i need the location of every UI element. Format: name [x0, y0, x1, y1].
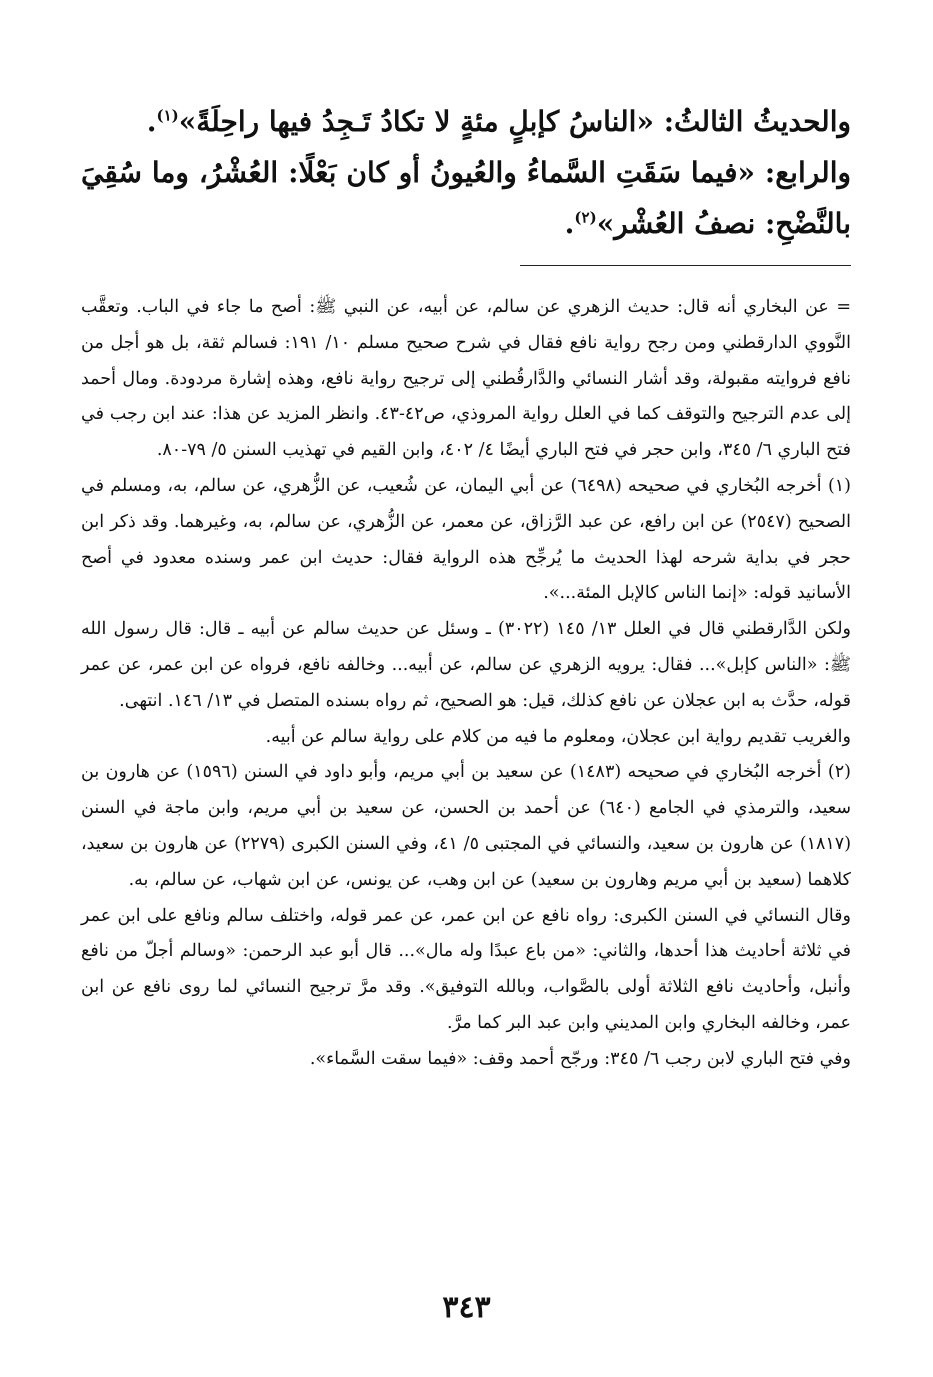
main-text	[81, 96, 851, 249]
hadith-fourth-text: «فيما سَقَتِ السَّماءُ والعُيونُ أو كان بَعْلًا: العُشْرُ، وما سُقِيَ بالنَّضْحِ: نصفُ العُشْر»	[81, 156, 851, 240]
footnote-1-text: أخرجه البُخاري في صحيحه (٦٤٩٨) عن أبي اليمان، عن شُعيب، عن الزُّهري، عن سالم، به، ومسلم في الصحيح (٢٥٤٧) عن ابن رافع، عن عبد الرَّزاق، عن معمر، عن الزُّهري، عن سالم، به، وغيرهما. وقد ذكر ابن حجر في بداية شرحه لهذا الحديث ما يُرجِّح هذه الرواية فقال: حديث ابن عمر وسنده معدود في أصح الأسانيد قوله: «إنما الناس كالإبل المئة...».	[81, 475, 851, 604]
footnote-1-number: (١)	[827, 475, 851, 496]
hadith-fourth-end: .	[564, 207, 575, 240]
footnote-1	[81, 469, 851, 612]
footnote-ref-1[interactable]: (١)	[156, 106, 179, 125]
footnote-2-text: أخرجه البُخاري في صحيحه (١٤٨٣) عن سعيد بن أبي مريم، وأبو داود في السنن (١٥٩٦) عن هارون بن سعيد، والترمذي في الجامع (٦٤٠) عن أحمد بن الحسن، عن سعيد بن أبي مريم، وابن ماجة في السنن (١٨١٧) عن هارون بن سعيد، والنسائي في المجتبى ٥/ ٤١، وفي السنن الكبرى (٢٢٧٩) عن هارون بن سعيد، كلاهما (سعيد بن أبي مريم وهارون بن سعيد) عن ابن وهب، عن يونس، عن ابن شهاب، عن سالم، به.	[81, 762, 852, 890]
hadith-third-text: «الناسُ كإبلٍ مئةٍ لا تكادُ تَـجِدُ فيها راحِلَةً»	[178, 105, 654, 138]
hadith-third	[81, 96, 851, 147]
continuation-marker: =	[836, 297, 851, 317]
footnote-1-para-3: والغريب تقديم رواية ابن عجلان، ومعلوم ما فيه من كلام على رواية سالم عن أبيه.	[265, 726, 851, 747]
page-number: ٣٤٣	[442, 1290, 491, 1325]
hadith-fourth-lead: والرابع:	[764, 156, 851, 189]
footnotes	[81, 290, 851, 1078]
footnote-2-para-3: وفي فتح الباري لابن رجب ٦/ ٣٤٥: ورجّح أحمد وقف: «فيما سقت السَّماء».	[309, 1048, 851, 1069]
hadith-third-lead: والحديثُ الثالثُ:	[663, 105, 851, 138]
footnote-continuation	[81, 290, 851, 469]
footnote-2-number: (٢)	[827, 762, 851, 783]
footnote-2-para-2: وقال النسائي في السنن الكبرى: رواه نافع عن ابن عمر، عن عمر قوله، واختلف سالم ونافع على ابن عمر في ثلاثة أحاديث هذا أحدها، والثاني: «من باع عبدًا وله مال»... قال أبو عبد الرحمن: «وسالم أجلّ من نافع وأنبل، وأحاديث نافع الثلاثة أولى بالصَّواب، وبالله التوفيق». وقد مرَّ ترجيح النسائي لما روى نافع عن ابن عمر، وخالفه البخاري وابن المديني وابن عبد البر كما مرَّ.	[81, 905, 851, 1033]
footnote-separator	[520, 265, 851, 266]
hadith-fourth	[81, 147, 851, 249]
footnote-1-para-2: ولكن الدَّارقطني قال في العلل ١٣/ ١٤٥ (٣٠٢٢) ـ وسئل عن حديث سالم عن أبيه ـ قال: قال رسول الله ﷺ: «الناس كإبل»... فقال: يرويه الزهري عن سالم، عن أبيه... وخالفه نافع، فرواه عن ابن عمر، عن عمر قوله، حدَّث به ابن عجلان عن نافع كذلك، قيل: هو الصحيح، ثم رواه بسنده المتصل في ١٣/ ١٤٦. انتهى.	[81, 619, 851, 711]
footnote-2	[81, 755, 851, 898]
footnote-ref-2[interactable]: (٢)	[574, 208, 597, 227]
continuation-text: عن البخاري أنه قال: حديث الزهري عن سالم، عن أبيه، عن النبي ﷺ: أصح ما جاء في الباب. وتعقَّب النَّووي الدارقطني ومن رجح رواية نافع فقال في شرح صحيح مسلم ١٠/ ١٩١: فسالم ثقة، بل هو أجل من نافع فروايته مقبولة، وقد أشار النسائي والدَّارقُطني إلى ترجيح رواية نافع، وهذه إشارة مردودة. ومال أحمد إلى عدم الترجيح والتوقف كما في العلل رواية المروذي، ص٤٢-٤٣. وانظر المزيد عن هذا: عند ابن رجب في فتح الباري ٦/ ٣٤٥، وابن حجر في فتح الباري أيضًا ٤/ ٤٠٢، وابن القيم في تهذيب السنن ٥/ ٧٩-٨٠.	[81, 297, 851, 461]
hadith-third-end: .	[146, 105, 157, 138]
